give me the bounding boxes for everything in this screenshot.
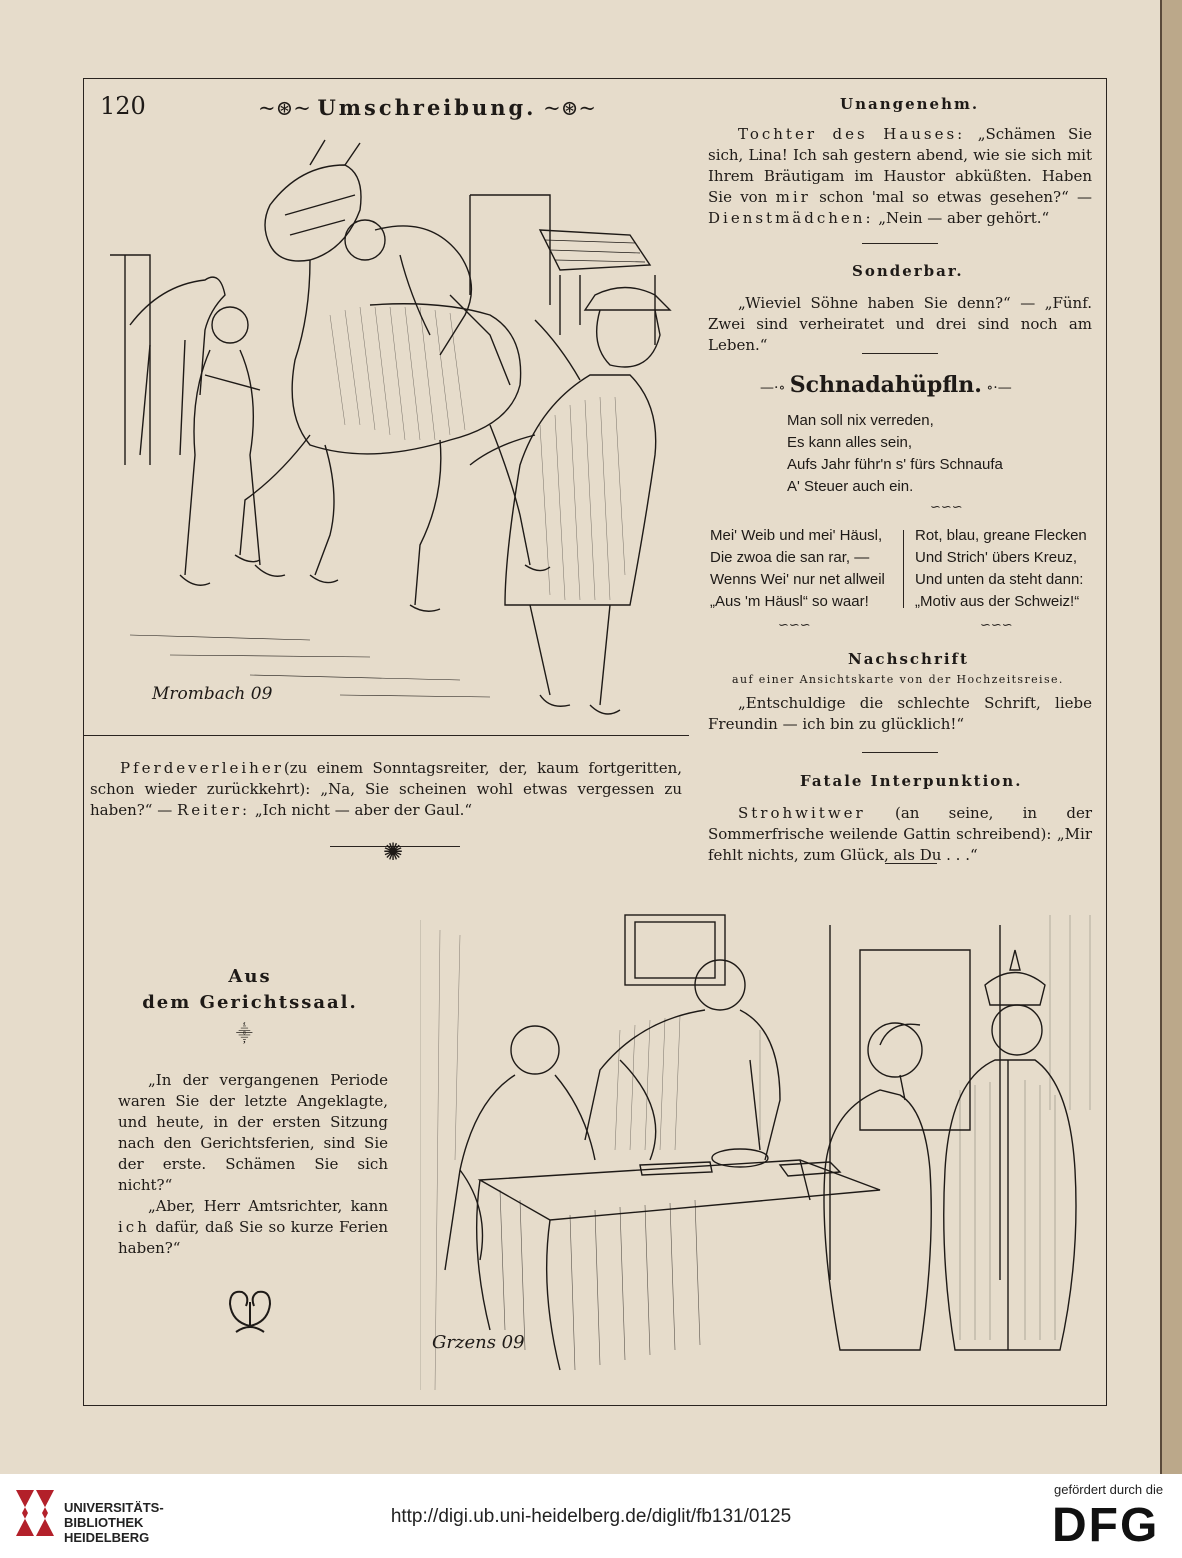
nachschrift-title: Nachschrift (848, 650, 969, 668)
wave-ornament-icon: ∽∽∽ (980, 618, 1013, 633)
horse-illustration-signature: Mrombach 09 (152, 684, 273, 704)
gerichtssaal-title-line2: dem Gerichtssaal. (142, 992, 358, 1013)
unangenehm-speaker1: Tochter des Hauses: (738, 125, 966, 143)
verse-line: Und unten da steht dann: (915, 571, 1084, 588)
umschreibung-caption (90, 758, 682, 821)
schnadahuepfln-title: —·∘ Schnadahüpfln. ∘·— (760, 372, 1012, 398)
unangenehm-text3: „Nein — aber gehört.“ (873, 209, 1050, 227)
wave-ornament-icon: ∽∽∽ (778, 618, 811, 633)
courtroom-illustration (420, 910, 1100, 1400)
wave-ornament-icon: ∽∽∽ (930, 500, 963, 515)
unangenehm-speaker2: Dienstmädchen: (708, 209, 874, 227)
ornament-left-icon: ~⊛~ (258, 96, 318, 120)
nachschrift-text: „Entschuldige die schlechte Schrift, liebe Freundin — ich bin zu glücklich!“ (708, 694, 1092, 733)
sonderbar-title: Sonderbar. (852, 262, 964, 280)
divider (862, 752, 938, 753)
verse-2-right (915, 525, 1087, 613)
verse-line: Rot, blau, greane Flecken (915, 527, 1087, 544)
courtroom-illustration-signature: Grzens 09 (432, 1332, 525, 1353)
verse-line: Es kann alles sein, (787, 434, 913, 451)
unangenehm-title: Unangenehm. (840, 95, 980, 113)
verse-1 (787, 410, 1003, 498)
verse-line: Man soll nix verreden, (787, 412, 934, 429)
funded-by-label: gefördert durch die (1054, 1482, 1164, 1497)
divider (862, 353, 938, 354)
page-edge (1160, 0, 1182, 1474)
fatale-speaker: Strohwitwer (738, 804, 866, 822)
verse-line: Und Strich' übers Kreuz, (915, 549, 1078, 566)
sonderbar-text: „Wieviel Söhne haben Sie denn?“ — „Fünf. Zwei sind verheiratet und drei sind noch am Leben.“ (708, 294, 1092, 354)
fatale-text (708, 803, 1092, 866)
gerichtssaal-para1: „In der vergangenen Periode waren Sie der letzte Angeklagte, und heute, in der ersten Sitzung nach den Gerichtsferien, sind Sie der erste. Schämen Sie sich nicht?“ (118, 1071, 388, 1194)
dfg-logo: DFG (1052, 1499, 1160, 1552)
page-number: 120 (100, 92, 146, 120)
gerichtssaal-title-line1: Aus (228, 966, 272, 987)
university-library-name: UNIVERSITÄTS- BIBLIOTHEK HEIDELBERG (64, 1500, 164, 1545)
unangenehm-text1: „Schämen Sie sich, Lina! Ich sah gestern abend, wie sie sich mit Ihrem Bräutigam im Haustor abküßten. Haben Sie von (708, 125, 1092, 206)
nachschrift-subtitle: auf einer Ansichtskarte von der Hochzeitsreise. (732, 673, 1064, 686)
verse-line: Mei' Weib und mei' Häusl, (710, 527, 883, 544)
fatale-title: Fatale Interpunktion. (800, 772, 1023, 790)
umschreibung-title: ~⊛~ Umschreibung. ~⊛~ (258, 95, 596, 120)
divider (885, 863, 937, 864)
caption-speaker2: Reiter: (177, 801, 251, 819)
starburst-ornament-icon: ✺ (383, 838, 404, 866)
unangenehm-emphasis: mir (775, 188, 811, 206)
ornament-right-icon: ∘·— (981, 380, 1012, 396)
verse-line: Die zwoa die san rar, — (710, 549, 870, 566)
column-divider (903, 530, 904, 608)
verse-line: A' Steuer auch ein. (787, 478, 914, 495)
caption-speaker: Pferdeverleiher (120, 759, 284, 777)
gerichtssaal-text (118, 1070, 388, 1259)
verse-line: „Motiv aus der Schweiz!“ (915, 593, 1080, 610)
verse-line: „Aus 'm Häusl“ so waar! (710, 593, 869, 610)
divider (84, 735, 689, 736)
unangenehm-text2: schon 'mal so etwas gesehen?“ — (810, 188, 1092, 206)
footer-bar (0, 1474, 1182, 1558)
divider (862, 243, 938, 244)
ornament-icon: ⸎ (236, 1024, 253, 1043)
verse-line: Wenns Wei' nur net allweil (710, 571, 885, 588)
horse-rider-illustration (110, 135, 685, 745)
verse-line: Aufs Jahr führ'n s' fürs Schnaufa (787, 456, 1003, 473)
gerichtssaal-para2: „Aber, Herr Amtsrichter, kann ich dafür, daß Sie so kurze Ferien haben?“ (118, 1197, 388, 1257)
permalink-url[interactable]: http://digi.ub.uni-heidelberg.de/diglit/fb131/0125 (390, 1506, 792, 1527)
caption-reply: „Ich nicht — aber der Gaul.“ (250, 801, 473, 819)
fatale-body: (an seine, in der Sommerfrische weilende Gattin schreibend): „Mir fehlt nichts, zum Glück, als Du . . .“ (708, 804, 1092, 864)
ornament-left-icon: —·∘ (760, 380, 790, 396)
floral-ornament-icon (222, 1282, 278, 1338)
caption-text: (zu einem Sonntagsreiter, der, kaum fortgeritten, schon wieder zurückkehrt): „Na, Sie scheinen wohl etwas vergessen zu haben?“ — (90, 759, 682, 819)
verse-2-left (710, 525, 885, 613)
ornament-right-icon: ~⊛~ (536, 96, 596, 120)
unangenehm-text (708, 124, 1092, 229)
